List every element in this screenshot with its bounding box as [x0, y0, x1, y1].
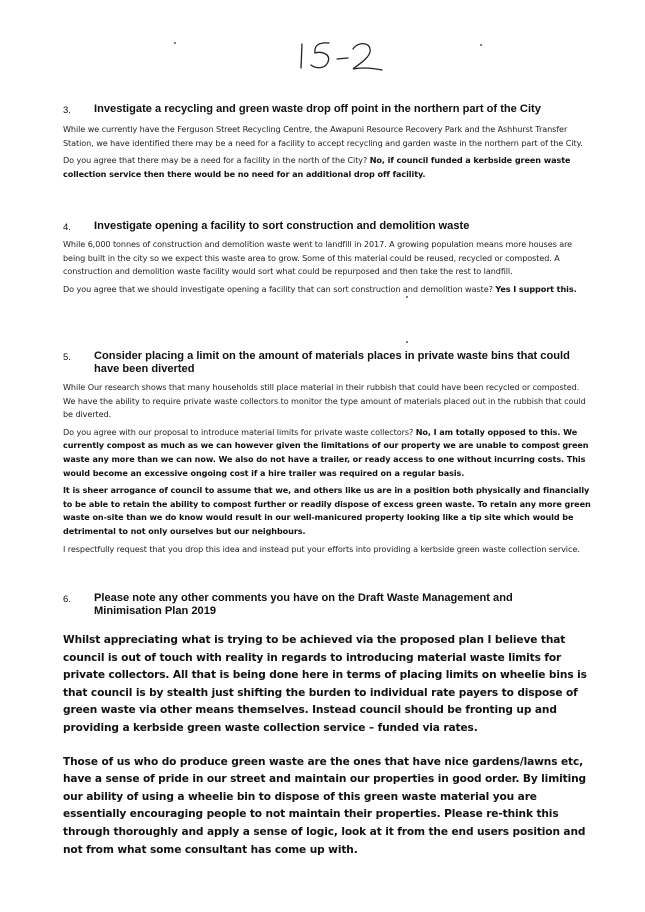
section-title: Please note any other comments you have on the Draft Waste Management and Minimisation Plan 2019	[94, 592, 513, 617]
question-text: Do you agree that there may be a need for a facility in the north of the City?	[63, 155, 368, 166]
section-question-answer	[63, 283, 591, 297]
scan-speck	[174, 42, 176, 44]
section-5	[63, 350, 591, 556]
section-3	[63, 103, 591, 181]
answer-text-continued: It is sheer arrogance of council to assume that we, and others like us are in a position both physically and financially to be able to retain the ability to compost further or readily dispose of excess green waste. To retain any more green waste on-site than we do know would result in our well-manicured property looking like a tip site which would be detrimental to not only ourselves but our neighbours.	[63, 485, 591, 536]
section-question-answer	[63, 154, 591, 181]
section-title: Consider placing a limit on the amount of materials places in private waste bins that could have been diverted	[94, 350, 570, 375]
scan-speck	[406, 341, 408, 343]
section-number: 4.	[63, 222, 71, 233]
section-6	[63, 592, 591, 859]
closing-request: I respectfully request that you drop this idea and instead put your efforts into providing a kerbside green waste collection service.	[63, 543, 580, 554]
section-heading	[63, 103, 591, 116]
answer-continued	[63, 484, 591, 538]
question-text: Do you agree with our proposal to introduce material limits for private waste collectors?	[63, 426, 414, 437]
section-4	[63, 220, 591, 296]
scan-speck	[480, 44, 482, 46]
section-number: 5.	[63, 352, 71, 363]
handwritten-page-number	[296, 38, 386, 74]
section-question-answer	[63, 426, 591, 480]
section-intro: While 6,000 tonnes of construction and demolition waste went to landfill in 2017. A growing population means more houses are being built in the city so we expect this waste area to grow. Some of this material could be reused, recycled or composted. A construction and demolition waste facility would sort what could be repurposed and then take the rest to landfill.	[63, 239, 573, 277]
section-intro: While we currently have the Ferguson Street Recycling Centre, the Awapuni Resource Recovery Park and the Ashhurst Transfer Station, we have identified there may be a need for a facility to accept recycling and garden waste in the northern part of the City.	[63, 124, 583, 148]
answer-text: No, I am totally opposed to this. We currently compost as much as we can however given the limitations of our property we are unable to compost green waste any more than we can now. We also do not have a trailer, or ready access to one without incurring costs. This would become an excessive ongoing cost if a hire trailer was required on a regular basis.	[63, 426, 589, 478]
section-number: 3.	[63, 105, 71, 116]
section-heading	[63, 350, 591, 376]
section-title: Investigate opening a facility to sort construction and demolition waste	[94, 220, 470, 232]
question-text: Do you agree that we should investigate opening a facility that can sort construction and demolition waste?	[63, 283, 493, 294]
answer-text: Yes I support this.	[495, 283, 577, 294]
section-heading	[63, 592, 591, 618]
section-intro: While Our research shows that many households still place material in their rubbish that could have been recycled or composted. We have the ability to require private waste collectors to monitor the type amount of materials placed out in the rubbish that could be diverted.	[63, 382, 586, 420]
comment-paragraph-2: Those of us who do produce green waste are the ones that have nice gardens/lawns etc, have a sense of pride in our street and maintain our properties in good order. By limiting our ability of using a wheelie bin to dispose of this green waste material you are essentially encouraging people to not maintain their properties. Please re-think this through thoroughly and apply a sense of logic, look at it from the end users position and not from what some consultant has come up with.	[63, 755, 586, 856]
section-number: 6.	[63, 594, 71, 605]
section-heading	[63, 220, 591, 233]
answer-text: No, if council funded a kerbside green waste collection service then there would be no need for an additional drop off facility.	[63, 155, 571, 179]
section-title: Investigate a recycling and green waste drop off point in the northern part of the City	[94, 103, 541, 115]
comment-paragraph-1: Whilst appreciating what is trying to be achieved via the proposed plan I believe that council is out of touch with reality in regards to introducing material waste limits for private collectors. All that is being done here in terms of placing limits on wheelie bins is that council is by stealth just shifting the burden to individual rate payers to dispose of green waste via other means themselves. Instead council should be fronting up and providing a kerbside green waste collection service – funded via rates.	[63, 634, 587, 734]
